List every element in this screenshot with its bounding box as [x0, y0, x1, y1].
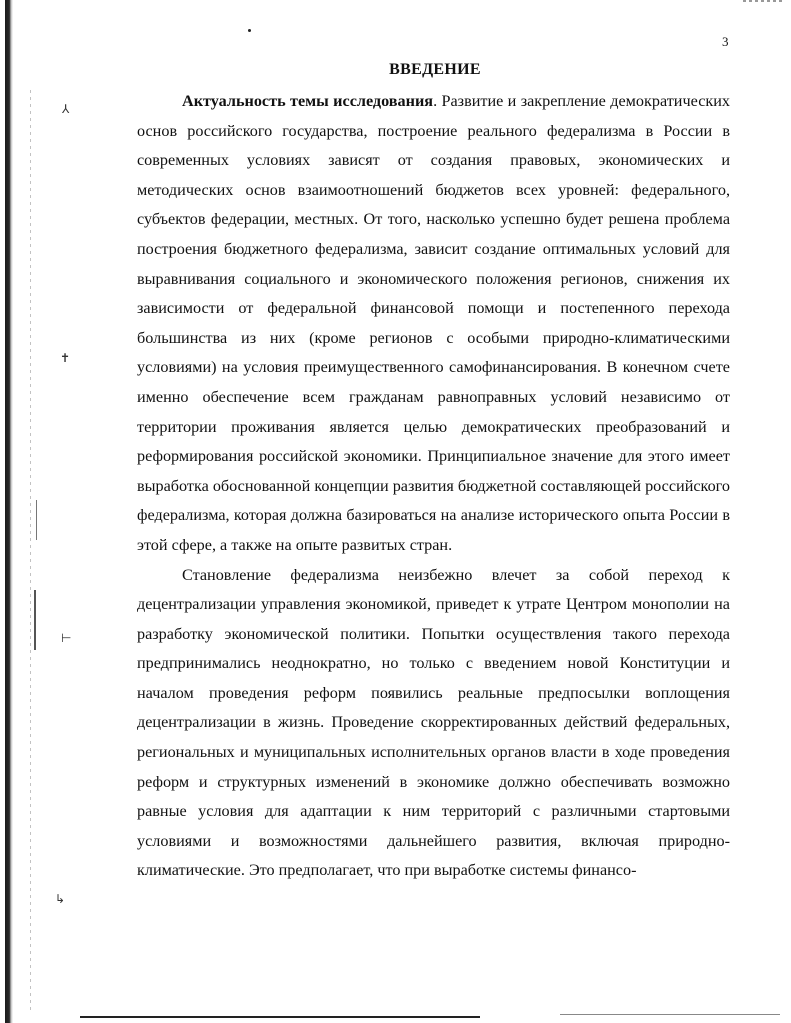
paragraph-text: . Развитие и закрепление демократических основ российского государства, построение реального федерализма в России в современных условиях зависят от создания правовых, экономических и методических основ взаимоотношений бюджетов всех уровней: федерального, субъектов федерации, местных. От того, насколько успешно будет решена проблема построения бюджетного федерализма, зависит создание оптимальных условий для выравнивания социального и экономического положения регионов, снижения их зависимости от федеральной финансовой помощи и постепенного перехода большинства из них (кроме регионов с особыми природно-климатическими условиями) на условия преимущественного самофинансирования. В конечном счете именно обеспечение всем гражданам равноправных условий независимо от территории проживания является целью демократических преобразований и реформирования российской экономики. Принципиальное значение для этого имеет выработка обоснованной концепции развития бюджетной составляющей российского федерализма, которая должна базироваться на анализе исторического опыта России в этой сфере, а также на опыте развитых стран.: [137, 92, 731, 554]
page-number: 3: [722, 34, 729, 49]
margin-tick-mark: ✝: [60, 351, 71, 365]
scan-bottom-line: [80, 1016, 480, 1018]
paragraph-lead: Актуальность темы исследования: [182, 92, 434, 110]
margin-tick-mark: ⊢: [61, 631, 72, 645]
scan-bottom-line: [560, 1014, 780, 1015]
paragraph: [137, 87, 730, 561]
scan-binding-edge: [5, 0, 13, 1023]
margin-tick-mark: ⅄: [62, 102, 70, 116]
scan-artifact-mark: [36, 500, 37, 540]
page-title: ВВЕДЕНИЕ: [389, 61, 481, 78]
body-text: [137, 87, 730, 886]
scan-corner-mark: [743, 0, 783, 2]
paragraph: [137, 561, 730, 887]
margin-tick-mark: ↳: [55, 892, 66, 906]
scan-dot: [248, 29, 251, 32]
scan-artifact-line: [30, 90, 31, 1010]
paragraph-text: Становление федерализма неизбежно влечет за собой переход к децентрализации управления экономикой, приведет к утрате Центром монополии на разработку экономической политики. Попытки осуществления такого перехода предпринимались неоднократно, но только с введением новой Конституции и началом проведения реформ появились реальные предпосылки воплощения децентрализации в жизнь. Проведение скорректированных действий федеральных, региональных и муниципальных исполнительных органов власти в ходе проведения реформ и структурных изменений в экономике должно обеспечивать возможно равные условия для адаптации к ним территорий с различными стартовыми условиями и возможностями дальнейшего развития, включая природно-климатические. Это предполагает, что при выработке системы финансо-: [137, 565, 730, 880]
scan-artifact-mark: [34, 590, 36, 650]
